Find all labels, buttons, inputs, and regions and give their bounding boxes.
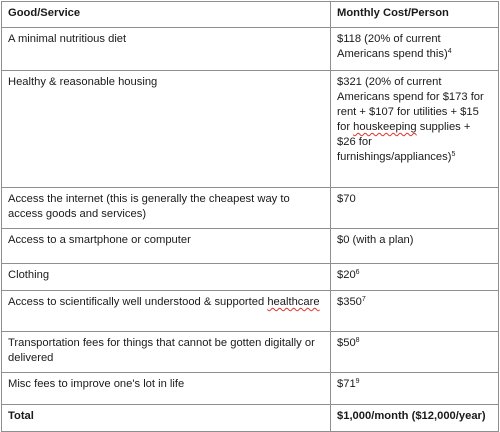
row-healthcare-cost <box>331 291 499 332</box>
row-misc-cost <box>331 373 499 405</box>
row-diet-cost-text: $118 (20% of current Americans spend this) <box>337 33 448 60</box>
row-internet-good <box>2 188 331 229</box>
header-monthly-cost: Monthly Cost/Person <box>331 2 499 28</box>
row-clothing-cost-text: $20 <box>337 269 356 281</box>
row-internet-cost-text: $70 <box>337 193 356 205</box>
footnote-marker: 9 <box>355 378 360 385</box>
row-device-cost-text: $0 (with a plan) <box>337 234 414 246</box>
row-housing-good-text: Healthy & reasonable housing <box>8 76 158 88</box>
misspelled-word: healthcare <box>267 296 320 308</box>
total-row <box>2 405 499 432</box>
row-diet-good <box>2 28 331 71</box>
row-misc-good <box>2 373 331 405</box>
table-row <box>2 28 499 71</box>
row-housing-cost <box>331 71 499 188</box>
row-housing-cost-text-end: supplies + $26 for furnishings/appliances) <box>337 121 471 163</box>
table-header-row <box>2 2 499 28</box>
row-transport-cost <box>331 332 499 373</box>
misspelled-word: houskeeping <box>353 121 417 133</box>
row-diet-cost <box>331 28 499 71</box>
table-row <box>2 264 499 291</box>
row-housing-good <box>2 71 331 188</box>
row-healthcare-cost-text: $350 <box>337 296 362 308</box>
row-device-cost <box>331 229 499 264</box>
row-device-good <box>2 229 331 264</box>
table-row <box>2 373 499 405</box>
footnote-marker: 6 <box>355 269 360 276</box>
row-healthcare-good-text: Access to scientifically well understood & supported <box>8 296 268 308</box>
cost-table <box>1 1 499 432</box>
footnote-marker: 8 <box>355 337 360 344</box>
footnote-marker: 7 <box>361 296 366 303</box>
table-row <box>2 291 499 332</box>
row-misc-good-text: Misc fees to improve one's lot in life <box>8 378 185 390</box>
row-misc-cost-text: $71 <box>337 378 356 390</box>
row-transport-good-text: Transportation fees for things that cannot be gotten digitally or delivered <box>8 337 315 364</box>
footnote-marker: 5 <box>451 151 456 158</box>
row-internet-cost <box>331 188 499 229</box>
total-label: Total <box>2 405 331 432</box>
row-clothing-cost <box>331 264 499 291</box>
table-row <box>2 188 499 229</box>
row-transport-cost-text: $50 <box>337 337 356 349</box>
header-good-service: Good/Service <box>2 2 331 28</box>
row-housing-cost-text: $321 (20% of current Americans spend for $173 for rent + $107 for utilities + $15 for <box>337 76 484 133</box>
row-diet-good-text: A minimal nutritious diet <box>8 33 127 45</box>
row-device-good-text: Access to a smartphone or computer <box>8 234 191 246</box>
row-internet-good-text: Access the internet (this is generally the cheapest way to access goods and services) <box>8 193 290 220</box>
row-transport-good <box>2 332 331 373</box>
table-row <box>2 332 499 373</box>
row-healthcare-good <box>2 291 331 332</box>
total-value: $1,000/month ($12,000/year) <box>331 405 499 432</box>
table-row <box>2 71 499 188</box>
table-row <box>2 229 499 264</box>
row-clothing-good-text: Clothing <box>8 269 50 281</box>
footnote-marker: 4 <box>447 48 452 55</box>
row-clothing-good <box>2 264 331 291</box>
